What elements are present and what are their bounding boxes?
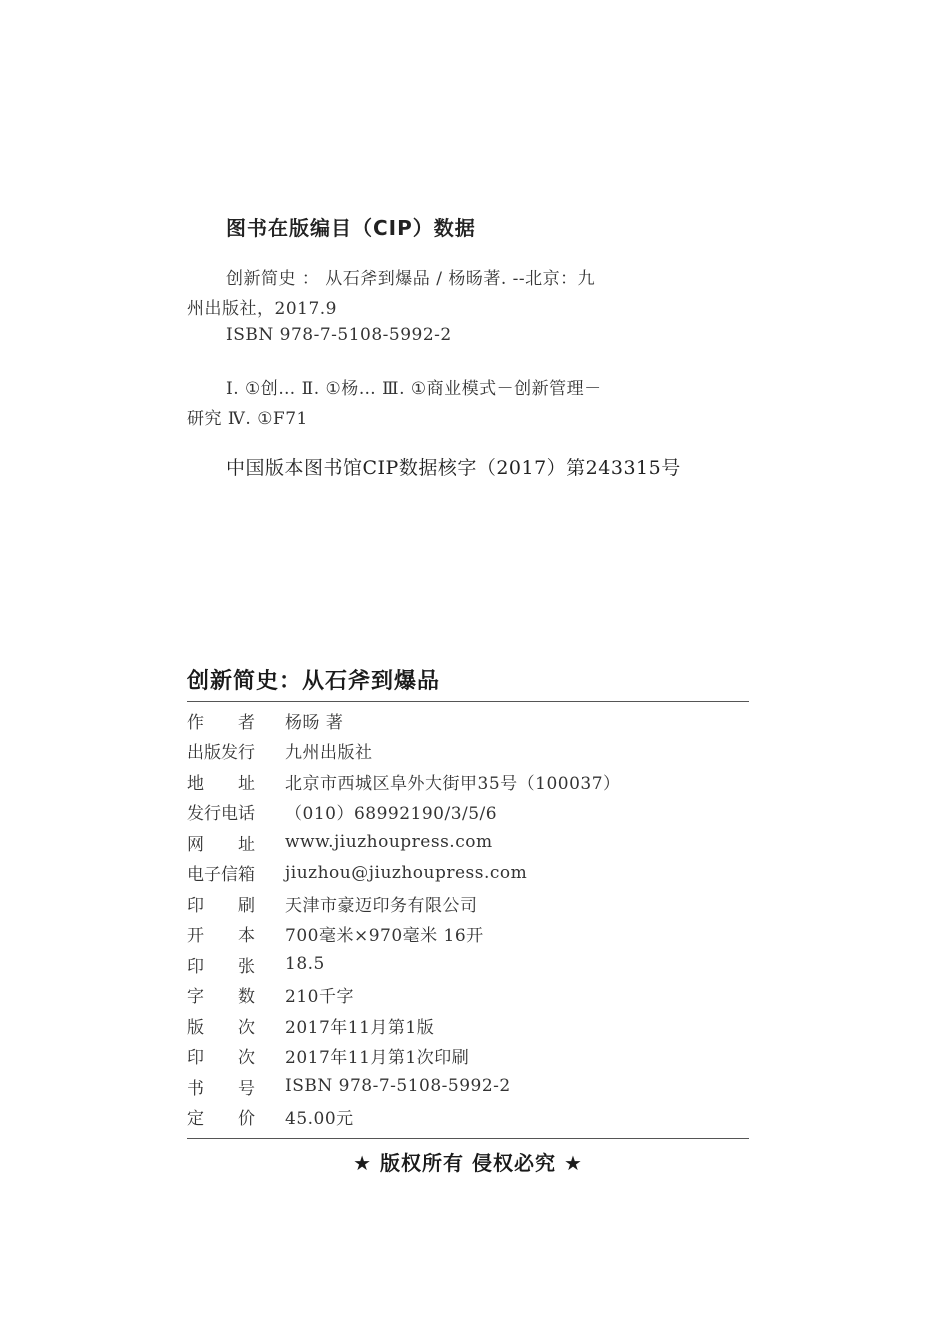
info-row-author [187,705,749,736]
info-row-isbn [187,1071,749,1102]
info-value: 45.00元 [285,1109,354,1130]
info-label: 地 址 [187,773,255,794]
info-label: 版 次 [187,1017,255,1038]
info-row-website [187,827,749,858]
info-label: 字 数 [187,987,255,1008]
bottom-rule [187,1138,749,1139]
info-label: 书 号 [187,1078,255,1099]
info-row-edition [187,1010,749,1041]
info-value: www.jiuzhoupress.com [285,832,493,853]
cip-verification: 中国版本图书馆CIP数据核字（2017）第243315号 [226,457,681,479]
info-value: 2017年11月第1版 [285,1017,435,1038]
info-label: 电子信箱 [187,865,255,886]
info-value: 18.5 [285,954,325,975]
info-value: （010）68992190/3/5/6 [285,804,498,825]
info-value: 210千字 [285,987,354,1008]
info-label: 印 次 [187,1048,255,1069]
info-value: 九州出版社 [285,743,373,764]
info-label: 网 址 [187,834,255,855]
info-label: 作 者 [187,712,255,733]
info-label: 定 价 [187,1109,255,1130]
copyright-notice: ★ 版权所有 侵权必究 ★ [353,1151,583,1175]
info-row-sheets [187,949,749,980]
top-rule [187,701,749,702]
info-label: 出版发行 [187,743,255,764]
info-value: ISBN 978-7-5108-5992-2 [285,1076,511,1097]
info-label: 印 张 [187,956,255,977]
cip-line-1: 创新简史 ： 从石斧到爆品 / 杨旸著. --北京：九 [226,269,596,289]
info-row-price [187,1102,749,1133]
cip-classification-2: 研究 Ⅳ. ①F71 [187,409,308,429]
info-row-email [187,858,749,889]
info-value: 天津市豪迈印务有限公司 [285,895,478,916]
info-row-format [187,919,749,950]
info-label: 印 刷 [187,895,255,916]
info-value: jiuzhou@jiuzhoupress.com [285,862,528,883]
info-row-word-count [187,980,749,1011]
info-row-address [187,766,749,797]
cip-heading: 图书在版编目（CIP）数据 [226,216,476,240]
info-row-printer [187,888,749,919]
cip-classification-1: Ⅰ. ①创… Ⅱ. ①杨… Ⅲ. ①商业模式－创新管理－ [226,379,602,399]
cip-line-2: 州出版社，2017.9 [187,299,337,319]
info-value: 2017年11月第1次印刷 [285,1048,470,1069]
info-row-publisher [187,736,749,767]
info-value: 700毫米×970毫米 16开 [285,926,484,947]
info-row-phone [187,797,749,828]
book-info-table [187,705,749,1132]
info-value: 北京市西城区阜外大街甲35号（100037） [285,773,621,794]
info-row-printing [187,1041,749,1072]
info-label: 开 本 [187,926,255,947]
cip-isbn: ISBN 978-7-5108-5992-2 [226,325,452,345]
info-label: 发行电话 [187,804,255,825]
book-title: 创新简史：从石斧到爆品 [187,669,441,694]
info-value: 杨旸 著 [285,712,344,733]
